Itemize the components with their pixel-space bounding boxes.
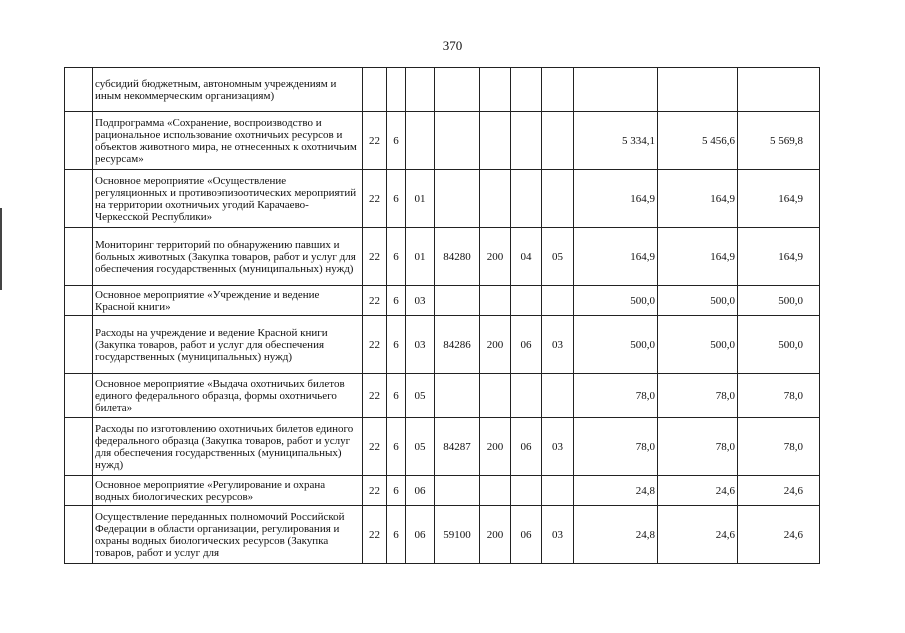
row-code-expense-type: 200 [480,316,511,374]
row-description: Основное мероприятие «Регулирование и охрана водных биологических ресурсов» [93,476,363,506]
row-blank-cell [65,286,93,316]
table-row [65,418,820,476]
row-code-ministry: 22 [363,418,387,476]
row-code-program: 6 [387,170,406,228]
row-code-target [435,374,480,418]
row-blank-cell [65,316,93,374]
row-description: Основное мероприятие «Осуществление регуляционных и противоэпизоотических мероприятий на территории охотничьих угодий Карачаево-Черкесской Республики» [93,170,363,228]
row-code-target [435,476,480,506]
row-code-program: 6 [387,476,406,506]
row-code-section: 04 [511,228,542,286]
row-value-3: 5 569,8 [738,112,820,170]
table-row [65,170,820,228]
row-code-subsection: 03 [542,506,574,564]
row-value-2 [658,68,738,112]
row-value-3: 24,6 [738,476,820,506]
row-code-program: 6 [387,286,406,316]
row-code-subsection [542,476,574,506]
row-code-section [511,374,542,418]
scan-edge-mark [0,208,2,290]
row-blank-cell [65,228,93,286]
row-code-program [387,68,406,112]
row-value-1: 164,9 [574,228,658,286]
row-code-expense-type: 200 [480,228,511,286]
row-value-3: 164,9 [738,228,820,286]
row-code-target [435,68,480,112]
row-value-1: 5 334,1 [574,112,658,170]
row-code-ministry [363,68,387,112]
row-code-subsection: 03 [542,316,574,374]
row-blank-cell [65,374,93,418]
row-code-subprogram: 01 [406,170,435,228]
row-code-subprogram [406,112,435,170]
row-value-2: 24,6 [658,506,738,564]
row-code-target: 84286 [435,316,480,374]
row-code-expense-type: 200 [480,418,511,476]
row-code-section [511,170,542,228]
row-code-subsection [542,170,574,228]
table-row [65,506,820,564]
row-value-1: 164,9 [574,170,658,228]
row-value-2: 78,0 [658,418,738,476]
row-code-subprogram: 01 [406,228,435,286]
row-code-subsection [542,374,574,418]
row-value-1: 78,0 [574,418,658,476]
row-code-expense-type [480,170,511,228]
row-value-1 [574,68,658,112]
row-value-2: 5 456,6 [658,112,738,170]
row-code-section [511,112,542,170]
table-row [65,112,820,170]
row-value-2: 164,9 [658,228,738,286]
row-value-2: 24,6 [658,476,738,506]
row-blank-cell [65,506,93,564]
row-code-program: 6 [387,374,406,418]
row-code-section: 06 [511,418,542,476]
row-value-1: 500,0 [574,286,658,316]
row-value-1: 78,0 [574,374,658,418]
row-code-program: 6 [387,506,406,564]
table-row [65,476,820,506]
row-code-subsection [542,112,574,170]
row-description: Основное мероприятие «Выдача охотничьих билетов единого федерального образца, формы охотничьего билета» [93,374,363,418]
table-row [65,228,820,286]
row-code-expense-type [480,374,511,418]
row-code-subprogram: 06 [406,506,435,564]
row-value-3: 164,9 [738,170,820,228]
row-code-program: 6 [387,316,406,374]
row-code-subprogram: 06 [406,476,435,506]
row-code-expense-type [480,286,511,316]
row-blank-cell [65,112,93,170]
row-code-program: 6 [387,228,406,286]
row-code-target: 84280 [435,228,480,286]
row-code-ministry: 22 [363,374,387,418]
row-description: Основное мероприятие «Учреждение и ведение Красной книги» [93,286,363,316]
row-description: субсидий бюджетным, автономным учреждениям и иным некоммерческим организациям) [93,68,363,112]
row-value-3: 500,0 [738,316,820,374]
row-code-ministry: 22 [363,112,387,170]
row-code-subsection [542,68,574,112]
row-code-subprogram [406,68,435,112]
row-value-2: 78,0 [658,374,738,418]
row-value-2: 500,0 [658,286,738,316]
page-number: 370 [442,38,463,53]
row-blank-cell [65,170,93,228]
row-code-target: 59100 [435,506,480,564]
row-code-subprogram: 03 [406,286,435,316]
row-code-ministry: 22 [363,316,387,374]
table-row [65,68,820,112]
row-blank-cell [65,418,93,476]
row-code-expense-type [480,112,511,170]
row-value-3 [738,68,820,112]
row-code-target [435,170,480,228]
row-code-section: 06 [511,316,542,374]
row-code-expense-type [480,476,511,506]
row-code-ministry: 22 [363,286,387,316]
row-description: Расходы по изготовлению охотничьих билетов единого федерального образца (Закупка товаров, работ и услуг для обеспечения государственных (муниципальных) нужд) [93,418,363,476]
row-code-ministry: 22 [363,228,387,286]
row-blank-cell [65,476,93,506]
row-code-subprogram: 05 [406,374,435,418]
row-code-section [511,68,542,112]
row-code-subprogram: 03 [406,316,435,374]
row-value-3: 24,6 [738,506,820,564]
row-code-target [435,286,480,316]
row-code-subsection [542,286,574,316]
row-code-subprogram: 05 [406,418,435,476]
row-code-section [511,476,542,506]
row-description: Осуществление переданных полномочий Российской Федерации в области организации, регулирования и охраны водных биологических ресурсов (Закупка товаров, работ и услуг для [93,506,363,564]
row-description: Мониторинг территорий по обнаружению павших и больных животных (Закупка товаров, работ и услуг для обеспечения государственных (муниципальных) нужд) [93,228,363,286]
row-code-section: 06 [511,506,542,564]
table-row [65,316,820,374]
row-code-program: 6 [387,112,406,170]
row-code-expense-type: 200 [480,506,511,564]
row-value-3: 78,0 [738,374,820,418]
row-blank-cell [65,68,93,112]
row-code-target [435,112,480,170]
row-code-ministry: 22 [363,476,387,506]
row-value-3: 78,0 [738,418,820,476]
row-code-subsection: 03 [542,418,574,476]
row-code-expense-type [480,68,511,112]
row-value-3: 500,0 [738,286,820,316]
table-body [65,68,820,564]
row-value-1: 500,0 [574,316,658,374]
row-value-1: 24,8 [574,476,658,506]
table-row [65,374,820,418]
row-value-2: 500,0 [658,316,738,374]
row-code-ministry: 22 [363,506,387,564]
row-code-subsection: 05 [542,228,574,286]
row-value-2: 164,9 [658,170,738,228]
row-code-program: 6 [387,418,406,476]
row-code-ministry: 22 [363,170,387,228]
row-description: Подпрограмма «Сохранение, воспроизводство и рациональное использование охотничьих ресурсов и объектов животного мира, не отнесенных к охотничьим ресурсам» [93,112,363,170]
row-code-section [511,286,542,316]
row-code-target: 84287 [435,418,480,476]
table-row [65,286,820,316]
budget-table [64,67,820,564]
row-description: Расходы на учреждение и ведение Красной книги (Закупка товаров, работ и услуг для обеспечения государственных (муниципальных) нужд) [93,316,363,374]
row-value-1: 24,8 [574,506,658,564]
